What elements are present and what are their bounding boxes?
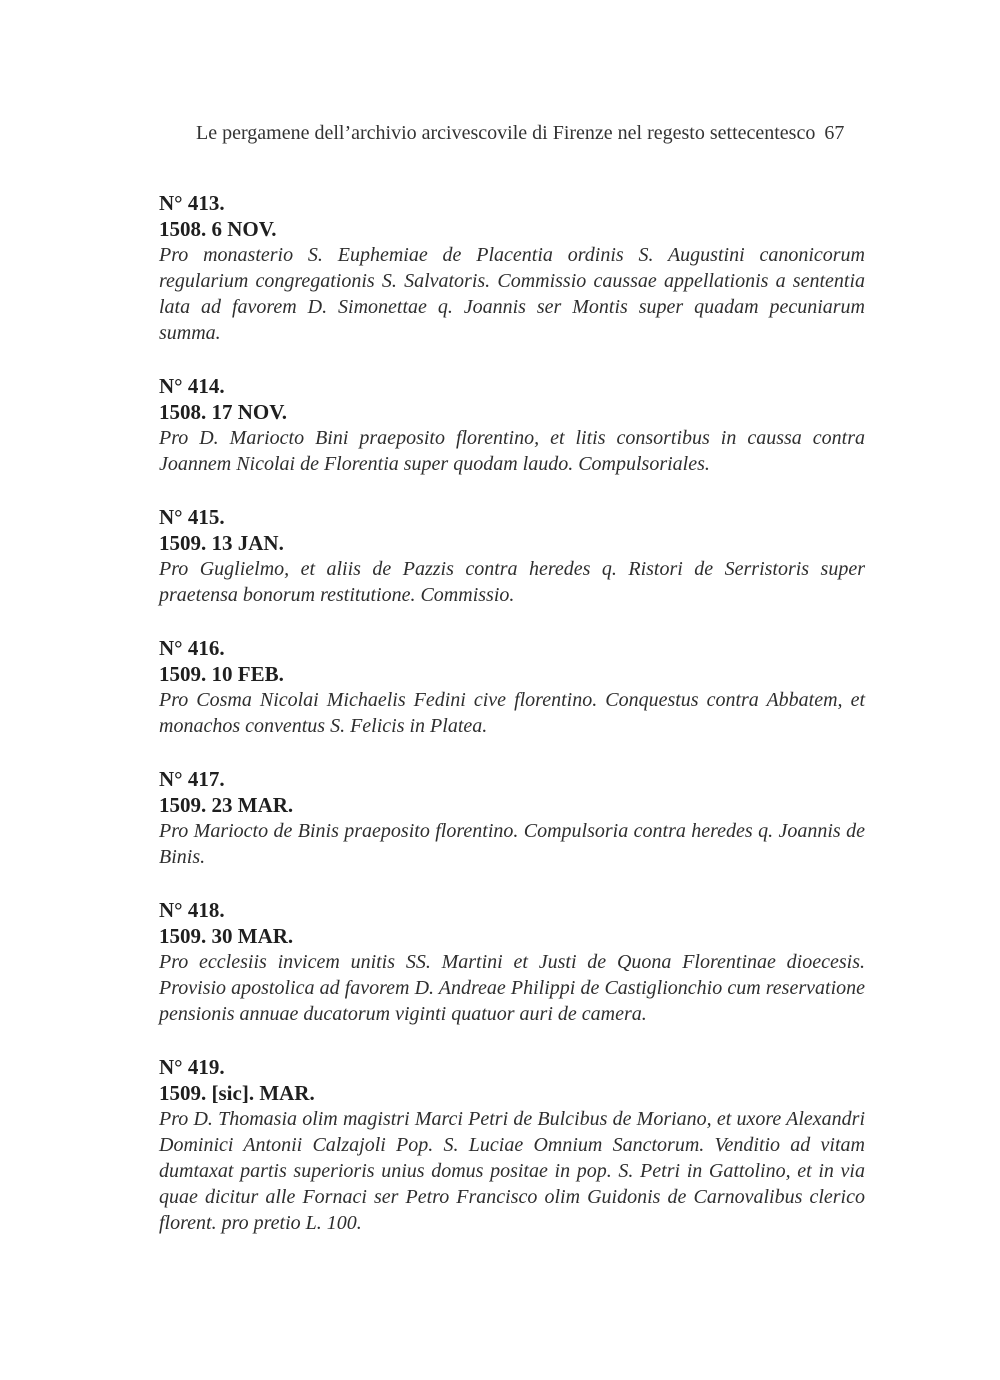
entry-number: N° 414. <box>159 374 225 398</box>
entry-date: 1509. 10 FEB. <box>159 662 284 686</box>
entry-number: N° 416. <box>159 636 225 660</box>
entry-date: 1508. 17 NOV. <box>159 400 287 424</box>
entry-number: N° 417. <box>159 767 225 791</box>
entry-416 <box>159 635 865 739</box>
entry-text: Pro ecclesiis invicem unitis SS. Martini et Justi de Quona Florentinae dioecesis. Provisio apostolica ad favorem D. Andreae Philippi de Castiglionchio cum reservatione pensionis annuae ducatorum viginti quatuor auri de camera. <box>159 951 865 1025</box>
entry-text: Pro D. Thomasia olim magistri Marci Petri de Bulcibus de Moriano, et uxore Alexandri Dominici Antonii Calzajoli Pop. S. Luciae Omnium Sanctorum. Venditio ad vitam dumtaxat partis superioris unius domus positae in pop. S. Petri in Gattolino, et in via quae dicitur alle Fornaci ser Petro Francisco olim Guidonis de Carnovalibus clerico florent. pro pretio L. 100. <box>159 1108 865 1234</box>
entry-419 <box>159 1054 865 1236</box>
entry-413 <box>159 190 865 346</box>
entry-418 <box>159 897 865 1027</box>
running-head <box>196 120 866 146</box>
entry-text: Pro D. Mariocto Bini praeposito florentino, et litis consortibus in caussa contra Joannem Nicolai de Florentia super quodam laudo. Compulsoriales. <box>159 427 865 475</box>
entry-number: N° 413. <box>159 191 225 215</box>
entry-text: Pro Mariocto de Binis praeposito florentino. Compulsoria contra heredes q. Joannis de Binis. <box>159 820 865 868</box>
entry-417 <box>159 766 865 870</box>
running-title: Le pergamene dell’archivio arcivescovile di Firenze nel regesto settecentesco <box>196 122 816 144</box>
entry-date: 1509. 30 MAR. <box>159 924 294 948</box>
entry-text: Pro Cosma Nicolai Michaelis Fedini cive florentino. Conquestus contra Abbatem, et monachos conventus S. Felicis in Platea. <box>159 689 865 737</box>
regesto-entries <box>159 190 865 1263</box>
entry-date: 1509. 13 JAN. <box>159 531 284 555</box>
entry-text: Pro monasterio S. Euphemiae de Placentia ordinis S. Augustini canonicorum regularium congregationis S. Salvatoris. Commissio caussae appellationis a sententia lata ad favorem D. Simonettae q. Joannis ser Montis super quadam pecuniarum summa. <box>159 244 865 344</box>
entry-text: Pro Guglielmo, et aliis de Pazzis contra heredes q. Ristori de Serristoris super praetensa bonorum restitutione. Commissio. <box>159 558 865 606</box>
entry-date: 1509. [sic]. MAR. <box>159 1081 315 1105</box>
entry-number: N° 415. <box>159 505 225 529</box>
page-number: 67 <box>824 122 845 144</box>
entry-date: 1509. 23 MAR. <box>159 793 294 817</box>
entry-date: 1508. 6 NOV. <box>159 217 277 241</box>
entry-number: N° 418. <box>159 898 225 922</box>
entry-414 <box>159 373 865 477</box>
entry-number: N° 419. <box>159 1055 225 1079</box>
entry-415 <box>159 504 865 608</box>
